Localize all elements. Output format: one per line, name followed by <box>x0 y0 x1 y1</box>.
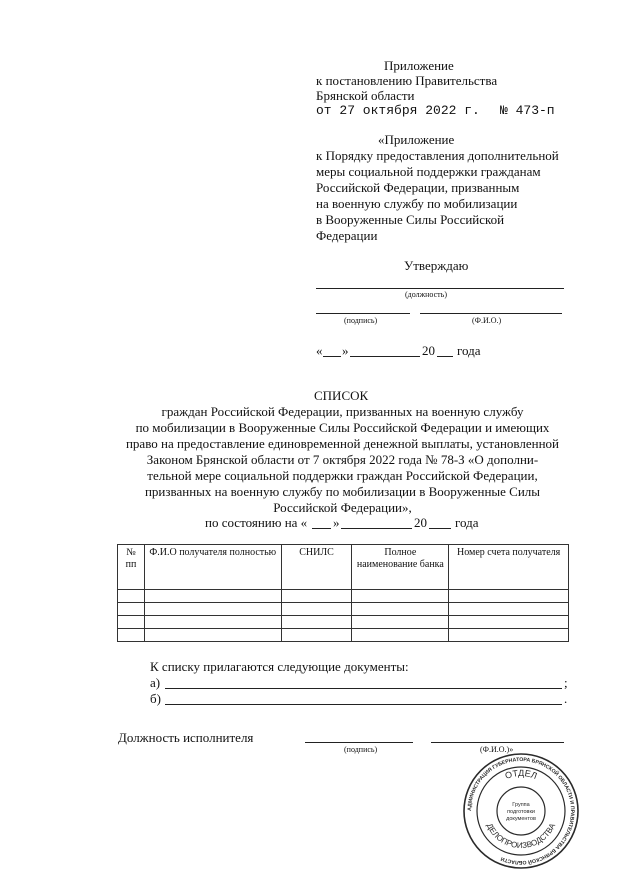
appendix-line: меры социальной поддержки гражданам <box>316 164 541 179</box>
appendix-line: в Вооруженные Силы Российской <box>316 212 505 227</box>
position-caption: (должность) <box>405 290 447 299</box>
body-line: тельной мере социальной поддержки граждан Российской Федерации, <box>147 468 538 483</box>
executor-name-caption: (Ф.И.О.)» <box>480 745 514 754</box>
attachment-b-end: . <box>564 691 568 706</box>
signature-caption: (подпись) <box>344 316 378 325</box>
appendix-line: Федерации <box>316 228 378 243</box>
col-snils: СНИЛС <box>281 545 352 590</box>
position-line <box>316 288 564 289</box>
body-line: Российской Федерации», <box>273 500 412 515</box>
stamp-center-line: Группа <box>512 802 530 808</box>
attachment-a-line <box>165 688 562 689</box>
table-cell <box>352 629 449 642</box>
col-number: № пп <box>118 545 145 590</box>
header-line2: к постановлению Правительства <box>316 73 498 88</box>
body-line: граждан Российской Федерации, призванных на военную службу <box>161 404 524 419</box>
table-cell <box>144 629 281 642</box>
header-date: от 27 октября 2022 г. <box>316 103 480 118</box>
table-row <box>118 629 569 642</box>
table-cell <box>118 616 145 629</box>
appendix-line: Российской Федерации, призванным <box>316 180 520 195</box>
table-cell <box>281 603 352 616</box>
table-row <box>118 616 569 629</box>
executor-signature-caption: (подпись) <box>344 745 378 754</box>
table-cell <box>118 603 145 616</box>
table-header-row <box>118 545 569 590</box>
table-row <box>118 603 569 616</box>
name-caption: (Ф.И.О.) <box>472 316 502 325</box>
recipients-table <box>117 544 569 642</box>
body-line: Законом Брянской области от 7 октября 2022 года № 78-З «О дополни- <box>146 452 539 467</box>
attachment-a-label: а) <box>150 675 161 690</box>
signature-line <box>316 313 410 314</box>
header-number: № 473-п <box>500 103 555 118</box>
col-account: Номер счета получателя <box>449 545 569 590</box>
body-line: призванных на военную службу по мобилизации в Вооруженные Силы <box>144 484 541 499</box>
stamp-ring-text: АДМИНИСТРАЦИЯ ГУБЕРНАТОРА БРЯНСКОЙ ОБЛАСТИ И ПРАВИТЕЛЬСТВА БРЯНСКОЙ ОБЛАСТИ <box>466 756 576 866</box>
table-cell <box>144 616 281 629</box>
document-body <box>90 404 595 516</box>
table-cell <box>449 629 569 642</box>
attachment-b-label: б) <box>150 691 161 706</box>
table-cell <box>281 590 352 603</box>
table-cell <box>144 603 281 616</box>
attachment-a-end: ; <box>564 675 568 690</box>
col-fio: Ф.И.О получателя полностью <box>144 545 281 590</box>
department-stamp <box>462 752 580 870</box>
attachment-b-line <box>165 704 562 705</box>
approval-date: « » 20 года <box>316 343 481 358</box>
executor-label: Должность исполнителя <box>118 730 254 745</box>
table-row <box>118 590 569 603</box>
approval-title: Утверждаю <box>404 258 469 273</box>
status-date: по состоянию на « » 20 года <box>205 515 479 530</box>
body-line: право на предоставление единовременной денежной выплаты, установленной <box>125 436 560 451</box>
attachments-intro: К списку прилагаются следующие документы: <box>150 659 409 674</box>
col-bank: Полное наименование банка <box>352 545 449 590</box>
table-cell <box>352 616 449 629</box>
header-line1: Приложение <box>384 58 454 73</box>
table-cell <box>118 629 145 642</box>
body-line: по мобилизации в Вооруженные Силы Российской Федерации и имеющих <box>135 420 550 435</box>
table-cell <box>281 629 352 642</box>
appendix-line: к Порядку предоставления дополнительной <box>316 148 559 163</box>
stamp-dept-top: ОТДЕЛ <box>503 767 539 781</box>
header-line3: Брянской области <box>316 88 415 103</box>
document-title: СПИСОК <box>314 388 369 403</box>
stamp-center-line: документов <box>506 816 536 822</box>
appendix-line: на военную службу по мобилизации <box>316 196 518 211</box>
table-cell <box>352 603 449 616</box>
table-cell <box>144 590 281 603</box>
executor-name-line <box>431 742 564 743</box>
name-line <box>420 313 562 314</box>
appendix-line: «Приложение <box>378 132 455 147</box>
table-cell <box>449 603 569 616</box>
table-cell <box>449 590 569 603</box>
executor-signature-line <box>305 742 413 743</box>
table-cell <box>118 590 145 603</box>
table-cell <box>449 616 569 629</box>
appendix-block <box>316 132 586 244</box>
table-cell <box>352 590 449 603</box>
stamp-center-line: подготовки <box>507 809 535 815</box>
stamp-dept-bottom: ДЕЛОПРОИЗВОДСТВА <box>484 821 558 851</box>
table-cell <box>281 616 352 629</box>
